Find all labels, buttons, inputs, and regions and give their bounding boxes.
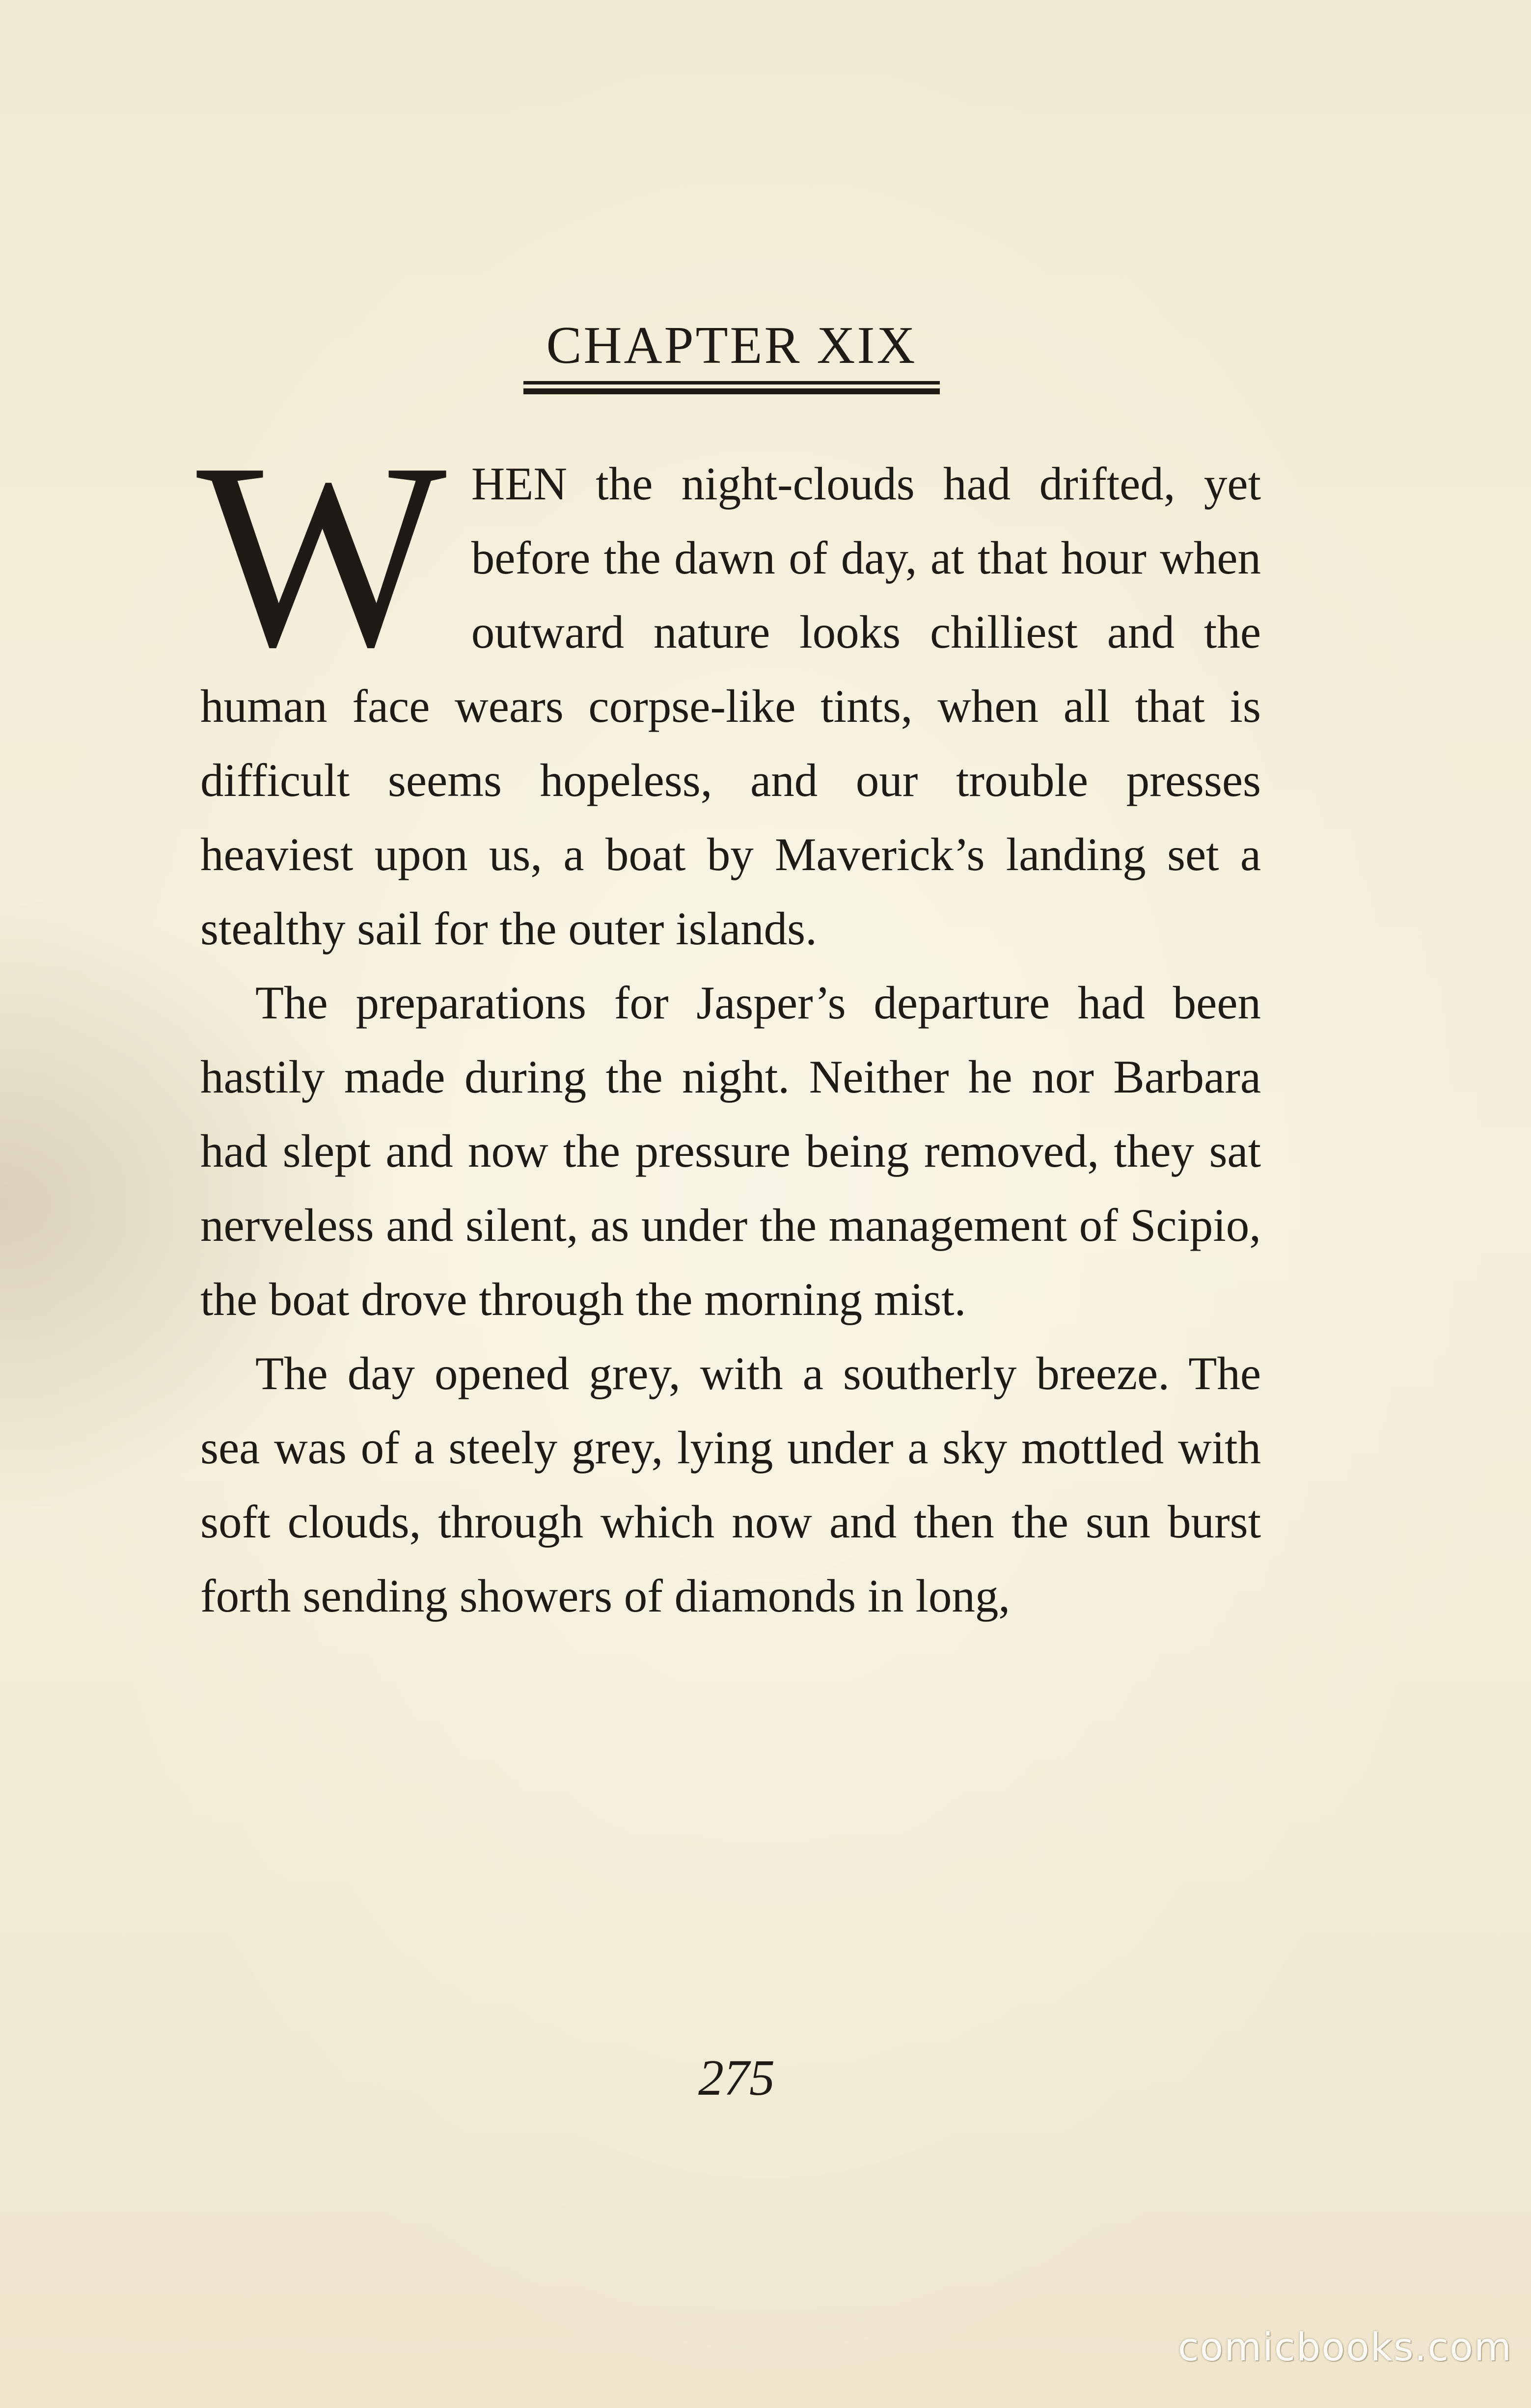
heading-rule-thick (523, 388, 940, 394)
chapter-heading: CHAPTER XIX (546, 316, 917, 375)
chapter-body (196, 408, 1261, 1633)
paragraph-1 (196, 408, 1261, 966)
paragraph-3: The day opened grey, with a southerly breeze. The sea was of a steely grey, lying under a sky mottled with soft clouds, through which now and then the sun burst forth sending showers of diamonds in long, (200, 1347, 1261, 1622)
page-number: 275 (698, 2050, 775, 2106)
drop-cap: W (196, 408, 447, 702)
watermark: comicbooks.com (1177, 2326, 1512, 2370)
paragraph-1-text: HEN the night-clouds had drifted, yet before the dawn of day, at that hour when outward nature looks chilliest and the human face wears corpse-like tints, when all that is difficult seems hopeless, and our trouble presses heaviest upon us, a boat by Maverick’s landing set a stealthy sail for the outer islands. (200, 458, 1261, 955)
heading-rule-thin (523, 381, 940, 384)
heading-double-rule (523, 381, 940, 398)
paragraph-2: The preparations for Jasper’s departure had been hastily made during the night. Neither he nor Barbara had slept and now the pressure being removed, they sat nerveless and silent, as under the management of Scipio, the boat drove through the morning mist. (200, 977, 1261, 1325)
